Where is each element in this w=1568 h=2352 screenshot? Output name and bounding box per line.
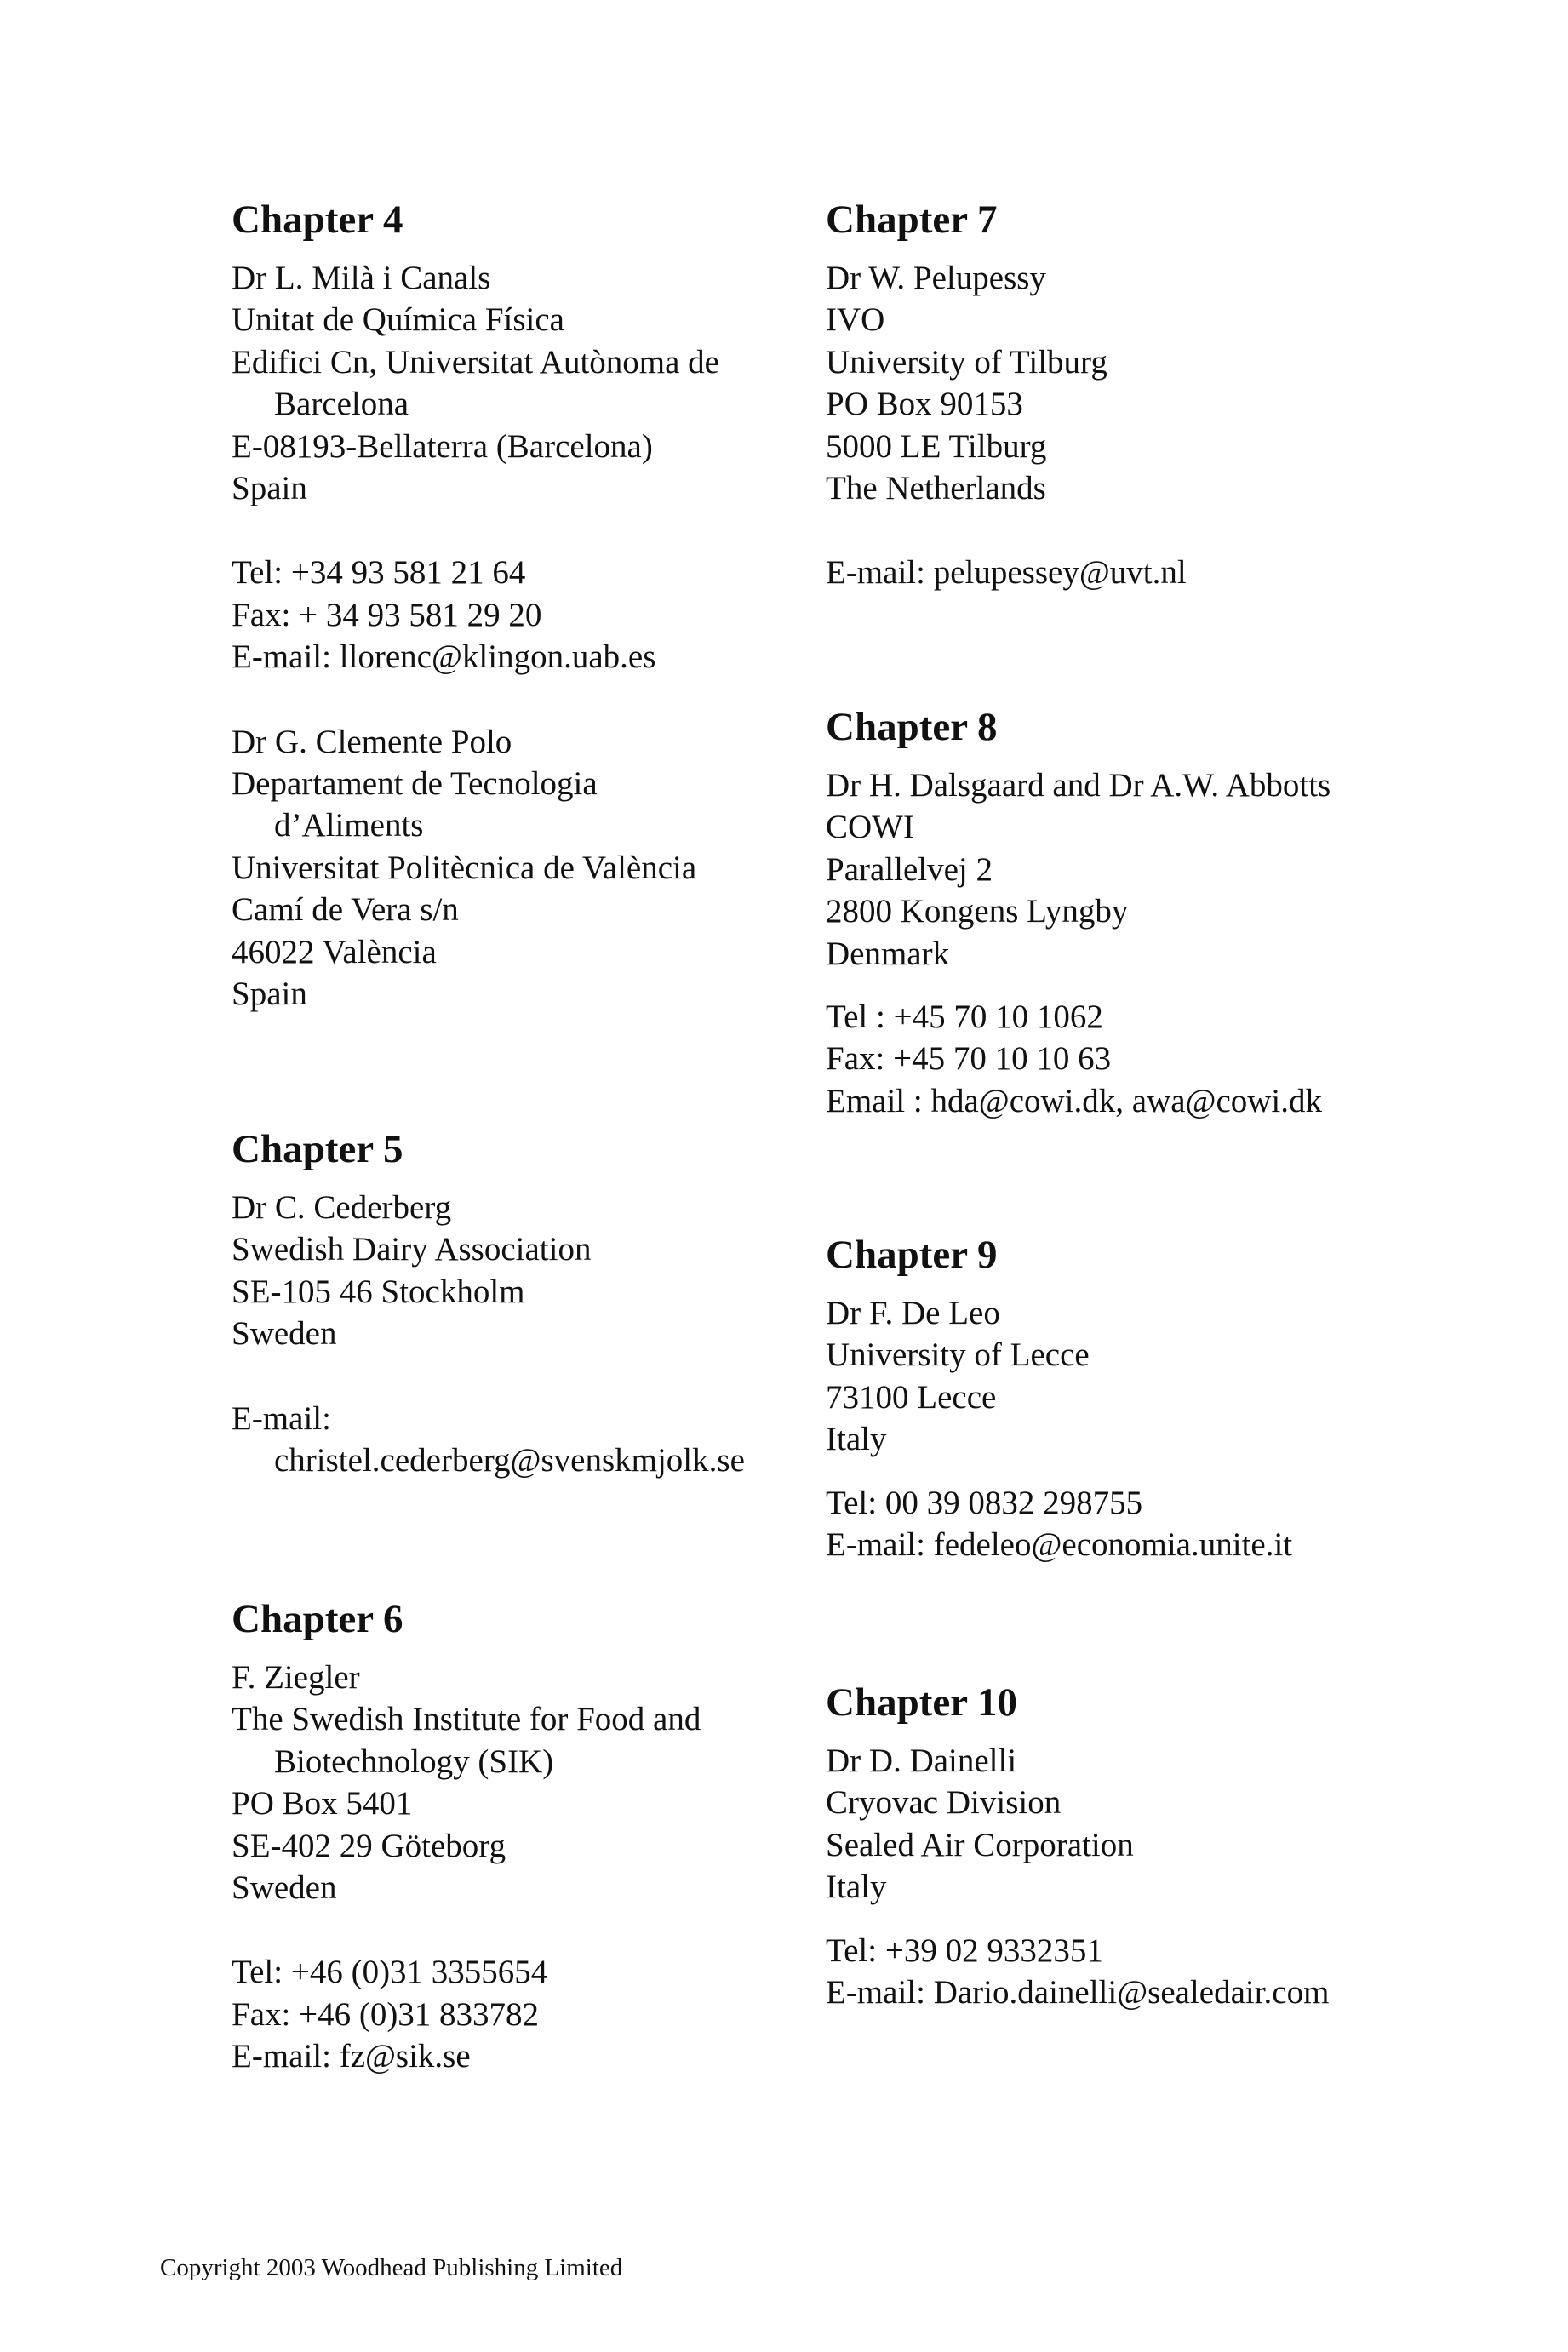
address-line: 73100 Lecce (826, 1378, 997, 1416)
address-line: 5000 LE Tilburg (826, 427, 1047, 465)
chapter-title: Chapter 10 (826, 1680, 1017, 1725)
email-line: E-mail: fz@sik.se (232, 2038, 471, 2075)
address-block (826, 1740, 1422, 1908)
email-line: E-mail: pelupessey@uvt.nl (826, 554, 1187, 592)
email-line: E-mail: fedeleo@economia.unite.it (826, 1526, 1293, 1564)
address-line: Dr F. De Leo (826, 1295, 1000, 1331)
address-line: Parallelvej 2 (826, 850, 993, 888)
contact-block (826, 996, 1422, 1122)
chapter-title: Chapter 4 (232, 197, 403, 242)
address-line: Cryovac Division (826, 1784, 1062, 1822)
address-block (232, 721, 827, 1016)
chapter-8-section (826, 703, 1422, 1122)
address-line: Dr H. Dalsgaard and Dr A.W. Abbotts (826, 767, 1331, 804)
address-block (232, 257, 827, 509)
address-line: F. Ziegler (232, 1659, 360, 1696)
address-line: Dr G. Clemente Polo (232, 723, 512, 760)
address-line: Spain (232, 470, 307, 507)
address-line: Italy (826, 1421, 887, 1458)
address-line: Universitat Politècnica de València (232, 849, 697, 886)
email-line: Email : hda@cowi.dk, awa@cowi.dk (826, 1082, 1323, 1119)
chapter-7-section (826, 196, 1422, 594)
chapter-title: Chapter 5 (232, 1127, 403, 1171)
address-line: Sealed Air Corporation (826, 1826, 1134, 1863)
chapter-title: Chapter 6 (232, 1597, 403, 1641)
address-line: PO Box 5401 (232, 1785, 413, 1823)
email-line: E-mail: Dario.dainelli@sealedair.com (826, 1974, 1330, 2012)
address-line: Biotechnology (SIK) (274, 1743, 554, 1780)
copyright-footer: Copyright 2003 Woodhead Publishing Limited (160, 2254, 623, 2281)
contact-block (826, 1930, 1422, 2014)
address-line: Swedish Dairy Association (232, 1231, 592, 1268)
phone-line: Tel: 00 39 0832 298755 (826, 1484, 1143, 1521)
address-line: Departament de Tecnologia (232, 765, 598, 803)
email-line: christel.cederberg@svenskmjolk.se (274, 1442, 745, 1479)
phone-line: Tel: +39 02 9332351 (826, 1931, 1103, 1969)
address-line: d’Aliments (274, 807, 424, 844)
address-line: University of Lecce (826, 1336, 1090, 1374)
contact-block (826, 1482, 1422, 1566)
address-line: IVO (826, 301, 885, 339)
address-block (826, 1292, 1422, 1461)
email-line: E-mail: llorenc@klingon.uab.es (232, 638, 656, 676)
address-block (232, 1657, 827, 1908)
address-line: E-08193-Bellaterra (Barcelona) (232, 427, 653, 465)
address-line: Italy (826, 1868, 887, 1906)
address-line: Dr W. Pelupessy (826, 260, 1046, 296)
address-line: Camí de Vera s/n (232, 891, 459, 929)
address-line: Sweden (232, 1869, 337, 1907)
address-line: Sweden (232, 1315, 337, 1353)
address-block (232, 1187, 827, 1355)
chapter-5-section (232, 1125, 827, 1481)
address-line: SE-402 29 Göteborg (232, 1827, 506, 1864)
address-line: Dr D. Dainelli (826, 1743, 1017, 1779)
address-line: 46022 València (232, 933, 437, 970)
address-line: The Netherlands (826, 470, 1046, 507)
chapter-6-section (232, 1595, 827, 2078)
contact-block (232, 1398, 827, 1482)
phone-line: Tel : +45 70 10 1062 (826, 999, 1103, 1036)
fax-line: Fax: +45 70 10 10 63 (826, 1040, 1112, 1078)
address-line: 2800 Kongens Lyngby (826, 893, 1129, 930)
fax-line: Fax: + 34 93 581 29 20 (232, 596, 542, 633)
chapter-9-section (826, 1231, 1422, 1565)
address-line: PO Box 90153 (826, 386, 1023, 423)
address-line: The Swedish Institute for Food and (232, 1701, 701, 1738)
chapter-title: Chapter 9 (826, 1233, 998, 1277)
chapter-4-section (232, 196, 827, 1016)
address-line: Edifici Cn, Universitat Autònoma de (232, 343, 719, 381)
address-line: COWI (826, 809, 914, 846)
fax-line: Fax: +46 (0)31 833782 (232, 1995, 540, 2033)
address-line: Unitat de Química Física (232, 301, 564, 339)
address-line: Dr C. Cederberg (232, 1189, 452, 1226)
address-line: Barcelona (274, 386, 409, 423)
address-line: University of Tilburg (826, 343, 1107, 381)
address-line: SE-105 46 Stockholm (232, 1273, 525, 1310)
chapter-title: Chapter 7 (826, 197, 998, 242)
address-line: Denmark (826, 935, 950, 972)
contact-block (232, 1951, 827, 2077)
contact-block (232, 552, 827, 678)
phone-line: Tel: +46 (0)31 3355654 (232, 1954, 548, 1991)
contact-block (826, 552, 1422, 593)
address-block (826, 764, 1422, 975)
chapter-10-section (826, 1679, 1422, 2013)
address-block (826, 257, 1422, 509)
address-line: Spain (232, 976, 307, 1013)
email-label: E-mail: (232, 1399, 331, 1437)
address-line: Dr L. Milà i Canals (232, 260, 491, 296)
chapter-title: Chapter 8 (826, 705, 998, 749)
phone-line: Tel: +34 93 581 21 64 (232, 554, 526, 592)
